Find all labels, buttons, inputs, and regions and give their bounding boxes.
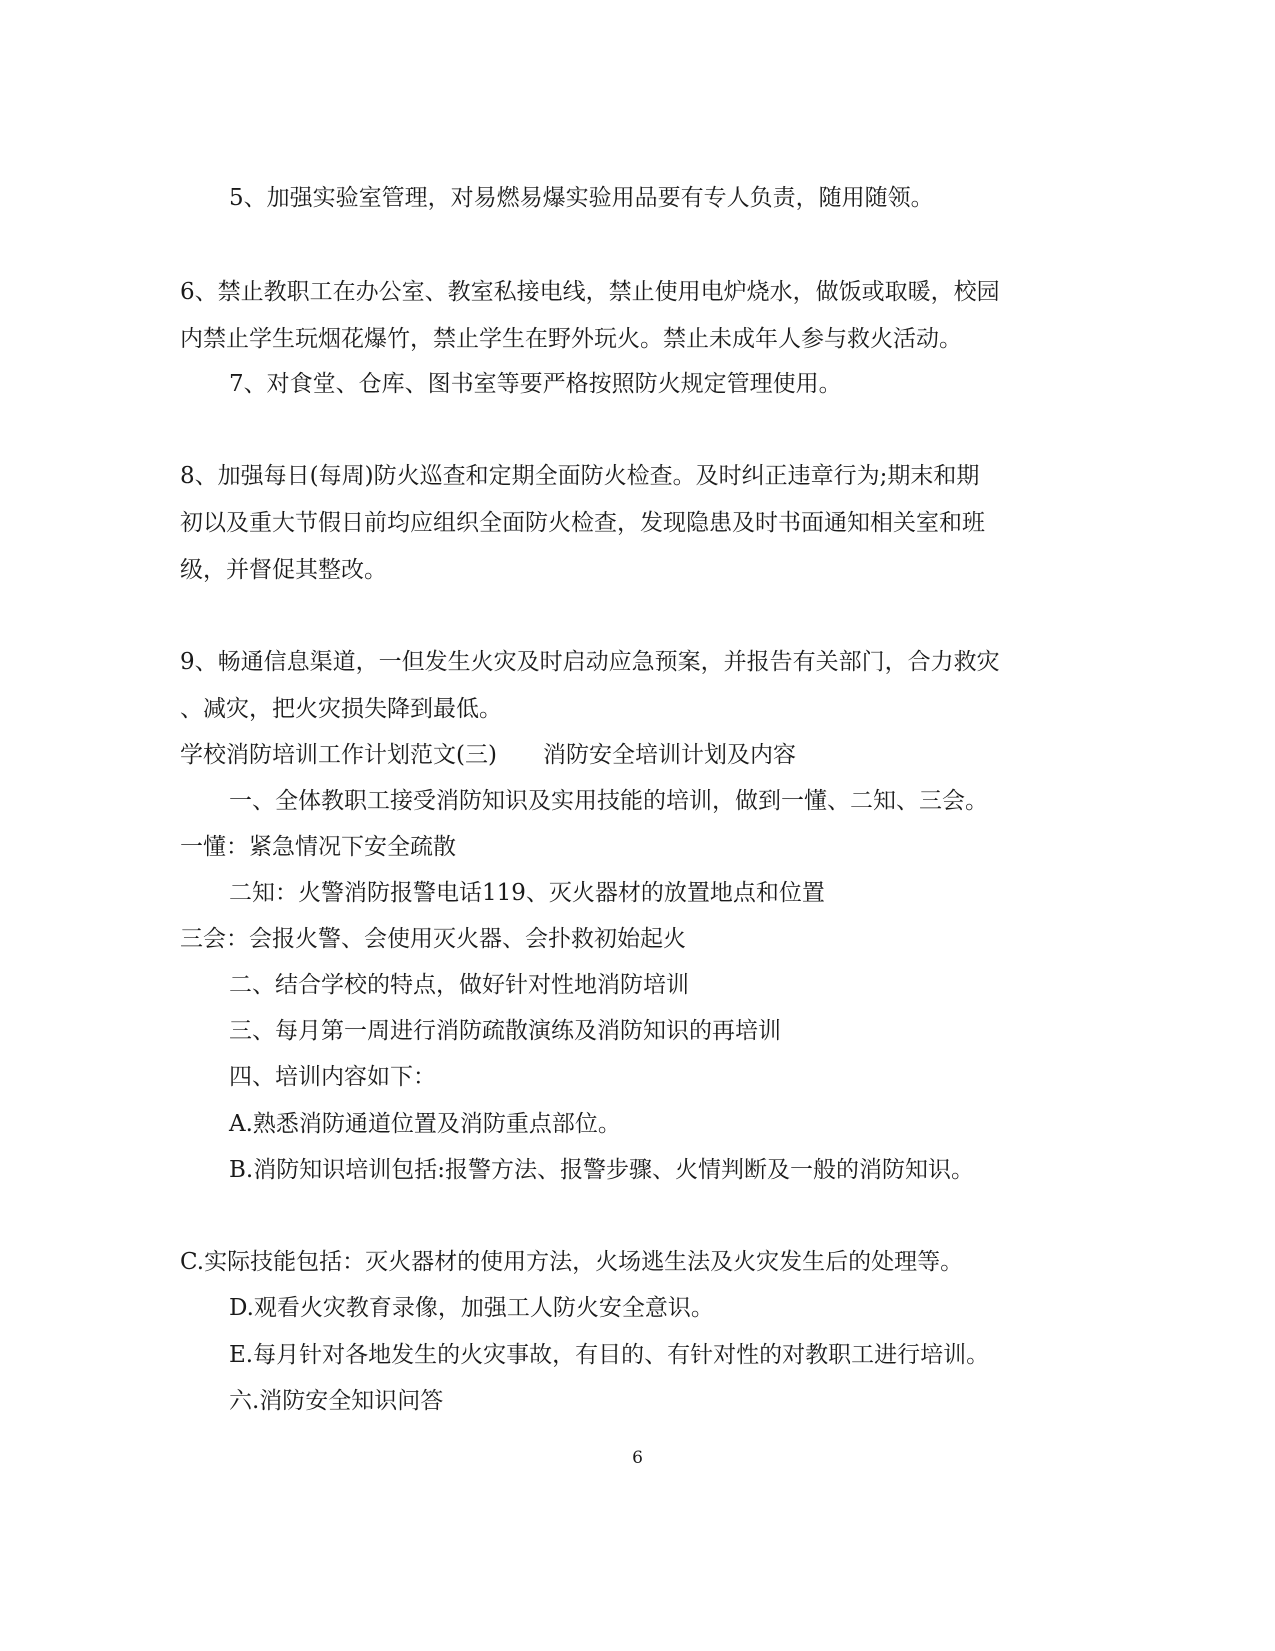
paragraph-line: 一懂：紧急情况下安全疏散 <box>180 834 456 860</box>
paragraph-line: 7、对食堂、仓库、图书室等要严格按照防火规定管理使用。 <box>229 371 842 397</box>
paragraph-line: 初以及重大节假日前均应组织全面防火检查，发现隐患及时书面通知相关室和班 <box>180 510 985 536</box>
paragraph-line: 6、禁止教职工在办公室、教室私接电线，禁止使用电炉烧水，做饭或取暖，校园 <box>180 279 1000 305</box>
paragraph-line: 、减灾，把火灾损失降到最低。 <box>180 696 502 722</box>
list-item: C.实际技能包括：灭火器材的使用方法，火场逃生法及火灾发生后的处理等。 <box>180 1249 964 1275</box>
list-item: E.每月针对各地发生的火灾事故，有目的、有针对性的对教职工进行培训。 <box>229 1342 990 1368</box>
section-heading: 学校消防培训工作计划范文(三) 消防安全培训计划及内容 <box>180 742 796 768</box>
paragraph-line: 内禁止学生玩烟花爆竹，禁止学生在野外玩火。禁止未成年人参与救火活动。 <box>180 326 962 352</box>
list-item: A.熟悉消防通道位置及消防重点部位。 <box>229 1111 621 1137</box>
list-item: D.观看火灾教育录像，加强工人防火安全意识。 <box>229 1295 714 1321</box>
paragraph-line: 二、结合学校的特点，做好针对性地消防培训 <box>229 972 689 998</box>
paragraph-line: 8、加强每日(每周)防火巡查和定期全面防火检查。及时纠正违章行为;期末和期 <box>180 463 980 489</box>
paragraph-line: 四、培训内容如下： <box>229 1064 436 1090</box>
page-number: 6 <box>632 1448 643 1468</box>
list-item: 六.消防安全知识问答 <box>229 1388 444 1414</box>
paragraph-line: 二知：火警消防报警电话119、灭火器材的放置地点和位置 <box>229 880 825 906</box>
list-item: B.消防知识培训包括:报警方法、报警步骤、火情判断及一般的消防知识。 <box>229 1157 974 1183</box>
paragraph-line: 5、加强实验室管理，对易燃易爆实验用品要有专人负责，随用随领。 <box>229 185 934 211</box>
paragraph-line: 一、全体教职工接受消防知识及实用技能的培训，做到一懂、二知、三会。 <box>229 788 988 814</box>
paragraph-line: 三、每月第一周进行消防疏散演练及消防知识的再培训 <box>229 1018 781 1044</box>
paragraph-line: 三会：会报火警、会使用灭火器、会扑救初始起火 <box>180 926 686 952</box>
paragraph-line: 9、畅通信息渠道，一但发生火灾及时启动应急预案，并报告有关部门，合力救灾 <box>180 649 1000 675</box>
paragraph-line: 级，并督促其整改。 <box>180 557 387 583</box>
